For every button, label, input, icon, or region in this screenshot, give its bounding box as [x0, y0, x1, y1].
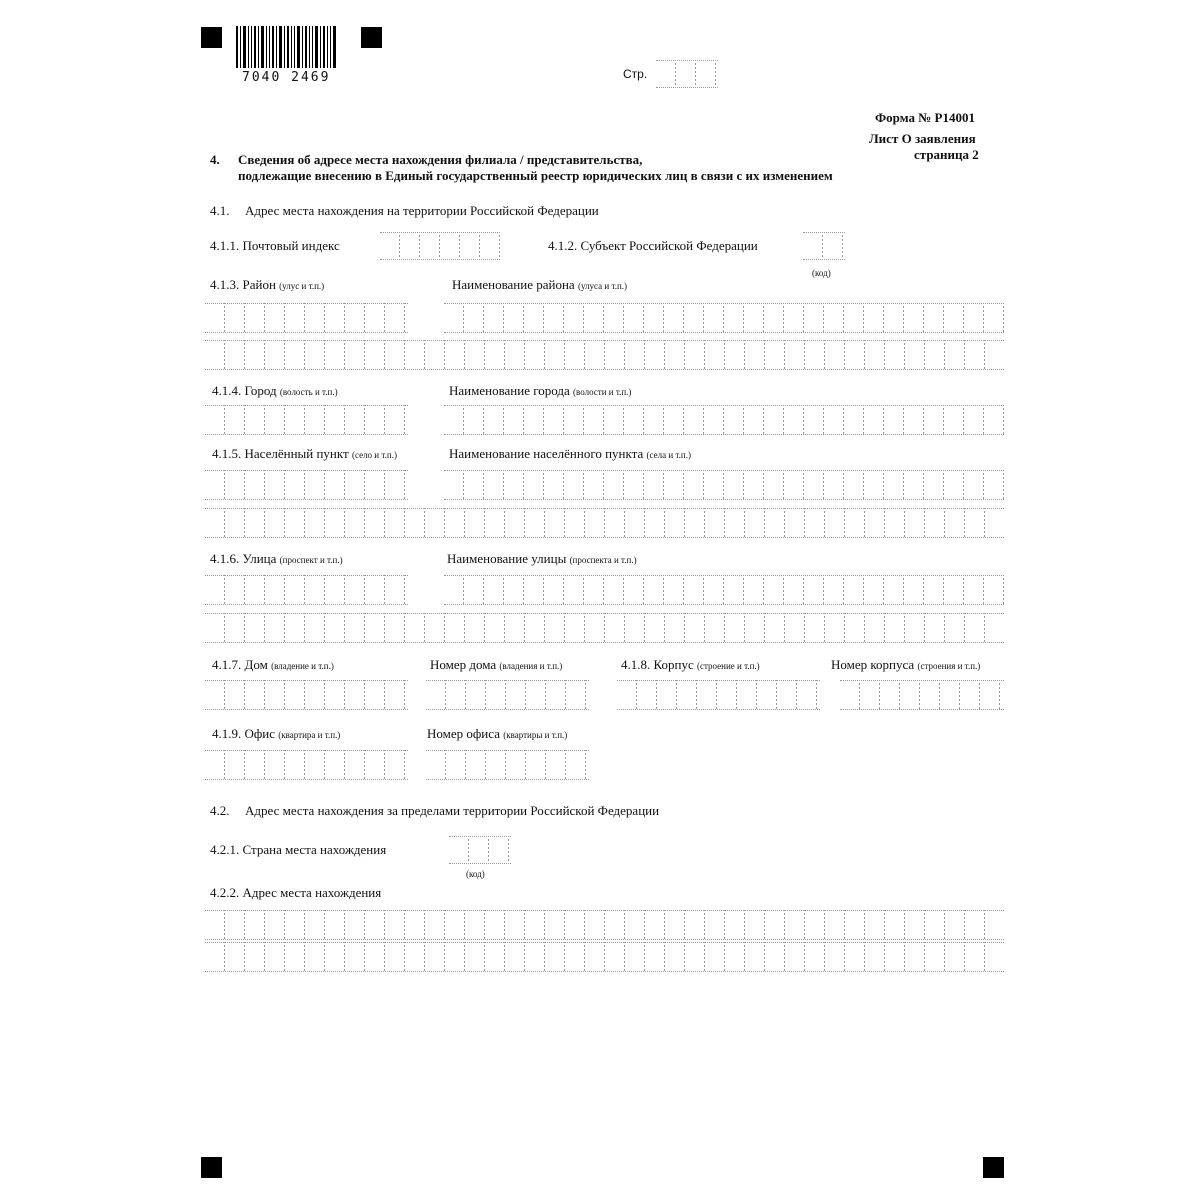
house-type-field[interactable] — [205, 680, 408, 710]
district-type-field[interactable] — [205, 303, 408, 333]
house-label: 4.1.7. Дом (владение и т.п.) — [212, 657, 334, 672]
locality-name-field-line1[interactable] — [444, 470, 1004, 500]
region-label: 4.1.2. Субъект Российской Федерации — [548, 238, 758, 253]
office-number-field[interactable] — [426, 750, 589, 780]
country-code-field[interactable] — [449, 836, 511, 864]
section-4-2-number: 4.2. — [210, 803, 230, 818]
postal-code-field[interactable] — [380, 232, 500, 260]
locality-name-label: Наименование населённого пункта (села и т.п.) — [449, 446, 691, 461]
country-code-caption: (код) — [466, 869, 485, 879]
sheet-name: Лист О заявления — [869, 131, 976, 146]
building-number-field[interactable] — [840, 680, 1004, 710]
house-number-label: Номер дома (владения и т.п.) — [430, 657, 563, 672]
office-type-field[interactable] — [205, 750, 408, 780]
section-4-2-title: Адрес места нахождения за пределами территории Российской Федерации — [245, 803, 660, 818]
section-4-title-line2: подлежащие внесению в Единый государственный реестр юридических лиц в связи с их изменением — [238, 168, 833, 183]
city-label: 4.1.4. Город (волость и т.п.) — [212, 383, 338, 398]
street-name-field-line1[interactable] — [444, 575, 1004, 605]
section-4-1-title: Адрес места нахождения на территории Российской Федерации — [245, 203, 599, 218]
office-label: 4.1.9. Офис (квартира и т.п.) — [212, 726, 341, 741]
region-code-field[interactable] — [803, 232, 845, 260]
registration-marker-bottom-left — [201, 1157, 222, 1178]
barcode — [236, 26, 338, 68]
foreign-address-field-line1[interactable] — [205, 910, 1004, 940]
registration-marker-top-left — [201, 27, 222, 48]
section-4-number: 4. — [210, 152, 220, 167]
country-label: 4.2.1. Страна места нахождения — [210, 842, 387, 857]
page-label: Стр. — [623, 67, 648, 81]
house-number-field[interactable] — [426, 680, 589, 710]
building-type-field[interactable] — [617, 680, 820, 710]
district-name-field-line1[interactable] — [444, 303, 1004, 333]
section-4-1-number: 4.1. — [210, 203, 230, 218]
locality-type-field[interactable] — [205, 470, 408, 500]
street-label: 4.1.6. Улица (проспект и т.п.) — [210, 551, 343, 566]
registration-marker-bottom-right — [983, 1157, 1004, 1178]
building-number-label: Номер корпуса (строения и т.п.) — [831, 657, 981, 672]
city-name-label: Наименование города (волости и т.п.) — [449, 383, 632, 398]
foreign-address-label: 4.2.2. Адрес места нахождения — [210, 885, 382, 900]
postal-code-label: 4.1.1. Почтовый индекс — [210, 238, 340, 253]
page-number-field[interactable] — [656, 60, 718, 88]
city-name-field[interactable] — [444, 405, 1004, 435]
building-label: 4.1.8. Корпус (строение и т.п.) — [621, 657, 760, 672]
district-label: 4.1.3. Район (улус и т.п.) — [210, 277, 325, 292]
barcode-number: 7040 2469 — [242, 70, 331, 85]
district-name-label: Наименование района (улуса и т.п.) — [452, 277, 628, 292]
locality-label: 4.1.5. Населённый пункт (село и т.п.) — [212, 446, 397, 461]
city-type-field[interactable] — [205, 405, 408, 435]
foreign-address-field-line2[interactable] — [205, 942, 1004, 972]
district-name-field-line2[interactable] — [205, 340, 1004, 370]
street-name-field-line2[interactable] — [205, 613, 1004, 643]
region-code-caption: (код) — [812, 268, 831, 278]
office-number-label: Номер офиса (квартиры и т.п.) — [427, 726, 568, 741]
street-name-label: Наименование улицы (проспекта и т.п.) — [447, 551, 637, 566]
form-number: Форма № Р14001 — [875, 110, 975, 125]
street-type-field[interactable] — [205, 575, 408, 605]
sheet-page: страница 2 — [914, 147, 979, 162]
section-4-title-line1: Сведения об адресе места нахождения филиала / представительства, — [238, 152, 643, 167]
locality-name-field-line2[interactable] — [205, 508, 1004, 538]
registration-marker-top-right — [361, 27, 382, 48]
